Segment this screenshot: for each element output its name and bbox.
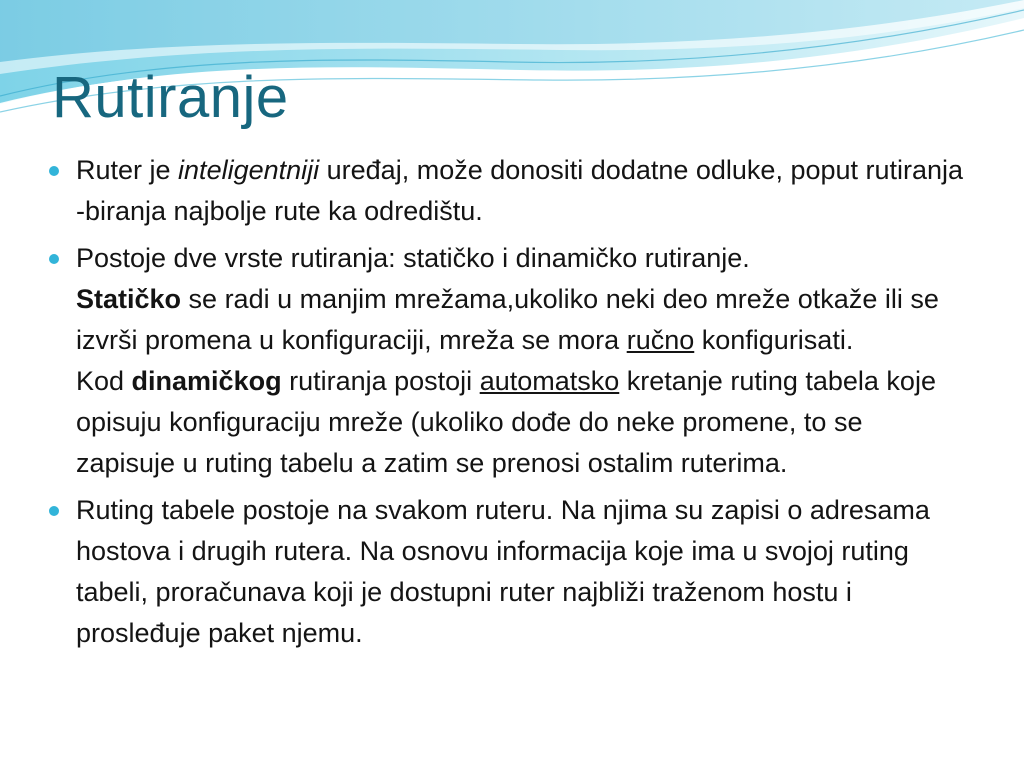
slide-title: Rutiranje xyxy=(52,65,289,130)
dynamic-routing-paragraph xyxy=(76,361,968,484)
bullet-dot-icon xyxy=(49,254,59,264)
underlined-automatic: automatsko xyxy=(479,366,620,396)
text-run: Kod xyxy=(76,366,132,396)
underlined-manual: ručno xyxy=(626,325,695,355)
emphasis-text: inteligentniji xyxy=(178,155,320,185)
static-routing-paragraph xyxy=(76,279,968,361)
bullet-list xyxy=(48,150,968,660)
dynamic-term: dinamičkog xyxy=(131,366,282,396)
bullet-router-intelligence xyxy=(48,150,968,232)
bullet-routing-tables xyxy=(48,490,968,654)
bullet-text xyxy=(76,155,963,226)
text-run: Ruter je xyxy=(76,155,179,185)
bullet-dot-icon xyxy=(49,166,59,176)
text-run: se radi u manjim mrežama,ukoliko neki deo mreže otkaže ili se izvrši promena u konfiguraciji, mreža se mora xyxy=(76,284,939,355)
routing-types-intro: Postoje dve vrste rutiranja: statičko i dinamičko rutiranje. xyxy=(76,243,750,273)
text-run: rutiranja postoji xyxy=(281,366,480,396)
text-run: konfigurisati. xyxy=(694,325,854,355)
bullet-routing-types xyxy=(48,238,968,484)
static-term: Statičko xyxy=(76,284,182,314)
bullet-dot-icon xyxy=(49,506,59,516)
text-run: uređaj, može donositi dodatne odluke, poput rutiranja -biranja najbolje rute ka odredištu. xyxy=(76,155,964,226)
bullet-text: Ruting tabele postoje na svakom ruteru. Na njima su zapisi o adresama hostova i drugih rutera. Na osnovu informacija koje ima u svojoj ruting tabeli, proračunava koji je dostupni ruter najbliži traženom hostu i prosleđuje paket njemu. xyxy=(76,495,930,648)
text-run: kretanje ruting tabela koje opisuju konfiguraciju mreže (ukoliko dođe do neke promene, to se zapisuje u ruting tabelu a zatim se prenosi ostalim ruterima. xyxy=(76,366,936,478)
